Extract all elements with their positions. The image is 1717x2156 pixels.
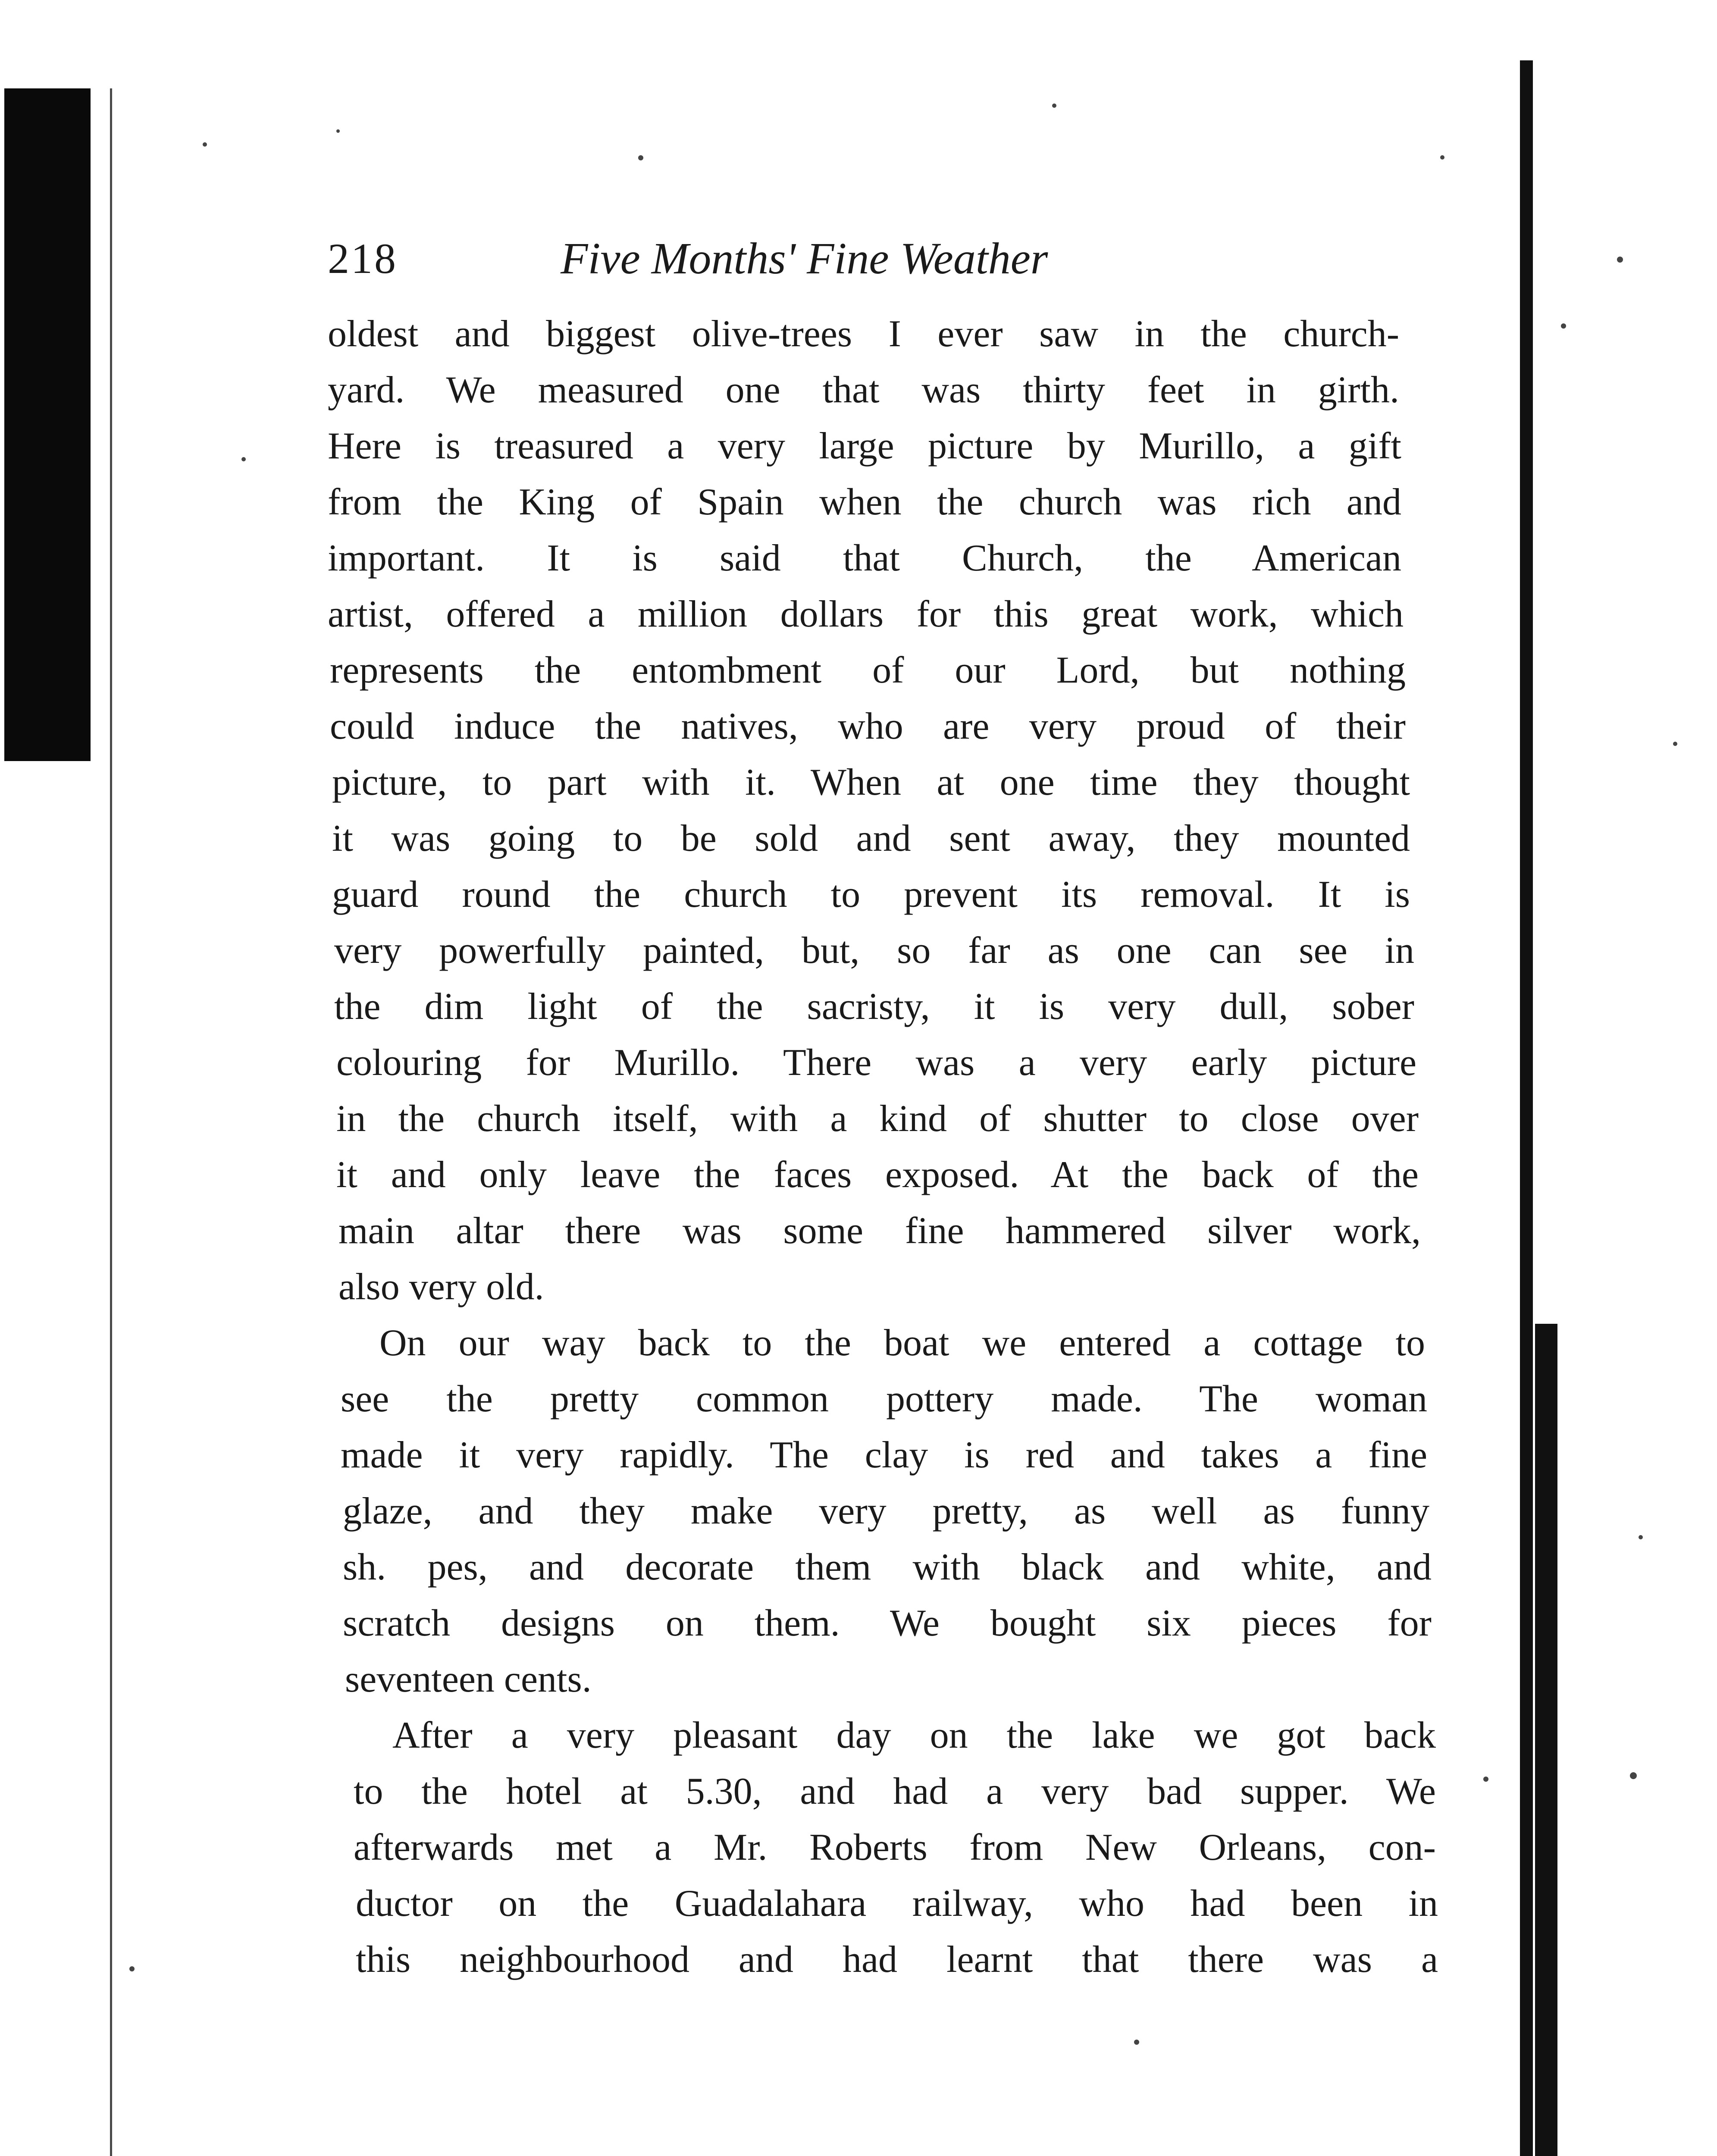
- page-edge-right-shadow: [1535, 1324, 1557, 2156]
- text-line: After a very pleasant day on the lake we got back: [392, 1714, 1436, 1756]
- text-line: see the pretty common pottery made. The woman: [341, 1378, 1427, 1420]
- text-line: from the King of Spain when the church was rich and: [328, 481, 1401, 523]
- scan-edge-bar: [4, 88, 91, 761]
- text-line: important. It is said that Church, the American: [328, 537, 1401, 579]
- text-line: colouring for Murillo. There was a very early picture: [336, 1042, 1416, 1084]
- text-line: to the hotel at 5.30, and had a very bad supper. We: [354, 1771, 1436, 1812]
- page-edge-left: [110, 88, 112, 2156]
- text-line: the dim light of the sacristy, it is very dull, sober: [334, 986, 1414, 1028]
- running-title: Five Months' Fine Weather: [561, 234, 1048, 283]
- page-edge-right: [1520, 60, 1533, 2156]
- text-line: picture, to part with it. When at one time they thought: [332, 761, 1410, 803]
- text-line: ductor on the Guadalahara railway, who had been in: [356, 1883, 1438, 1924]
- text-line: scratch designs on them. We bought six pieces for: [343, 1602, 1432, 1644]
- page-number: 218: [328, 235, 398, 282]
- text-line: Here is treasured a very large picture by Murillo, a gift: [328, 425, 1401, 467]
- text-line: it and only leave the faces exposed. At the back of the: [336, 1154, 1419, 1196]
- text-line: made it very rapidly. The clay is red and takes a fine: [341, 1434, 1427, 1476]
- text-line: afterwards met a Mr. Roberts from New Orleans, con-: [354, 1827, 1436, 1868]
- text-line: sh. pes, and decorate them with black and white, and: [343, 1546, 1432, 1588]
- text-line: also very old.: [338, 1266, 544, 1308]
- text-line: On our way back to the boat we entered a cottage to: [379, 1322, 1425, 1364]
- text-line: yard. We measured one that was thirty feet in girth.: [328, 369, 1399, 411]
- text-line: in the church itself, with a kind of shutter to close over: [336, 1098, 1419, 1140]
- text-line: seventeen cents.: [345, 1658, 592, 1700]
- text-line: guard round the church to prevent its removal. It is: [332, 874, 1410, 915]
- text-line: oldest and biggest olive-trees I ever saw in the church-: [328, 313, 1399, 355]
- text-line: it was going to be sold and sent away, they mounted: [332, 818, 1410, 859]
- text-line: main altar there was some fine hammered silver work,: [338, 1210, 1421, 1252]
- text-line: represents the entombment of our Lord, but nothing: [330, 649, 1406, 691]
- running-header: [328, 224, 1363, 293]
- text-line: glaze, and they make very pretty, as well as funny: [343, 1490, 1429, 1532]
- text-line: artist, offered a million dollars for this great work, which: [328, 593, 1404, 635]
- text-line: could induce the natives, who are very proud of their: [330, 705, 1406, 747]
- text-line: this neighbourhood and had learnt that there was a: [356, 1939, 1438, 1981]
- text-line: very powerfully painted, but, so far as one can see in: [334, 930, 1414, 971]
